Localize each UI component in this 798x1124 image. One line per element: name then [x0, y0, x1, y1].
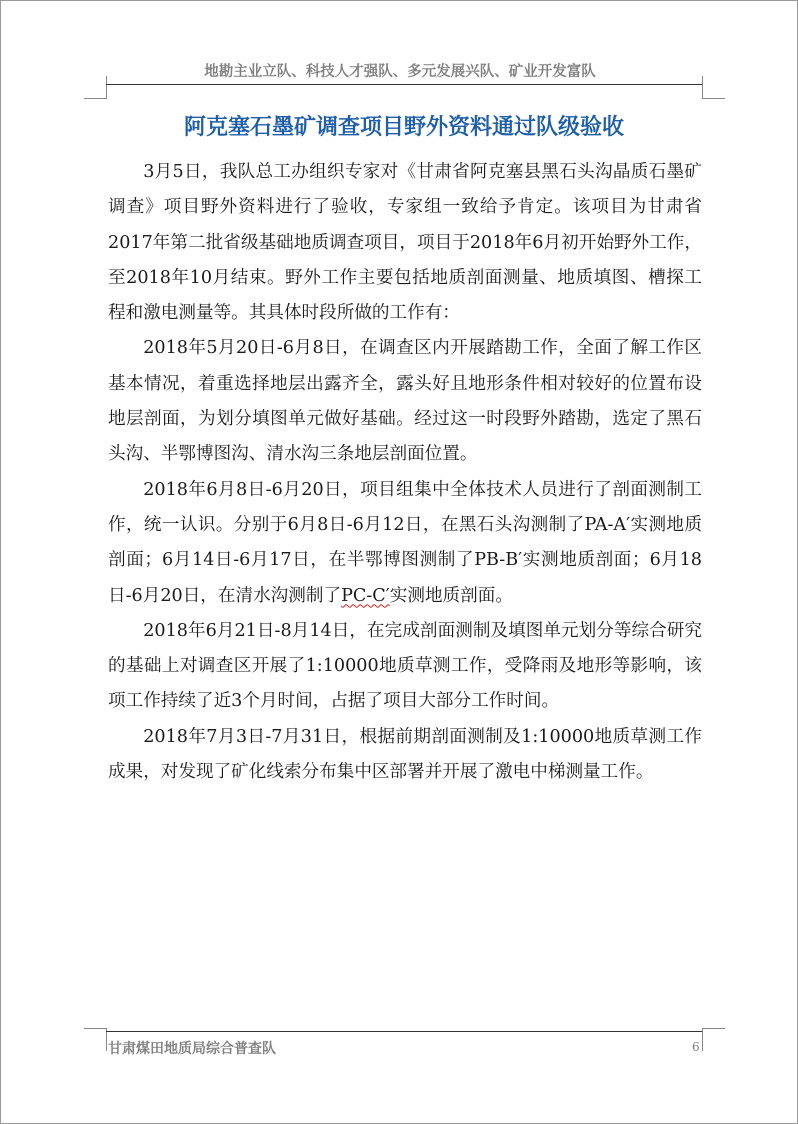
crop-mark-bottom-left [84, 1028, 107, 1051]
paragraph-4: 2018年6月21日-8月14日，在完成剖面测制及填图单元划分等综合研究的基础上对调查区开展了1:10000地质草测工作，受降雨及地形等影响，该项工作持续了近3个月时间，占据了项目大部分工作时间。 [108, 620, 702, 712]
paragraph-5: 2018年7月3日-7月31日，根据前期剖面测制及1:10000地质草测工作成果，对发现了矿化线索分布集中区部署并开展了激电中梯测量工作。 [108, 726, 702, 783]
crop-mark-top-left [84, 76, 107, 99]
crop-mark-top-right [702, 76, 725, 99]
footer-organization: 甘肃煤田地质局综合普查队 [108, 1041, 276, 1057]
crop-mark-bottom-right [702, 1028, 725, 1051]
footer-divider [106, 1031, 702, 1032]
document-body[interactable] [108, 155, 702, 790]
document-title: 阿克塞石墨矿调查项目野外资料通过队级验收 [183, 115, 624, 140]
page-number: 6 [692, 1040, 700, 1054]
spellcheck-flagged-text[interactable]: PC-C′ [341, 585, 390, 606]
paragraph-3-text-end: 实测地质剖面。 [389, 585, 513, 606]
header-divider [106, 84, 702, 85]
paragraph-3-text: 2018年6月8日-6月20日，项目组集中全体技术人员进行了剖面测制工作，统一认识。分别于6月8日-6月12日，在黑石头沟测制了PA-A′实测地质剖面；6月14日-6月17日，在半鄂博图测制了PB-B′实测地质剖面；6月18日-6月20日，在清水沟测制了 [108, 479, 702, 606]
paragraph-3 [108, 473, 702, 614]
page-header: 地勘主业立队、科技人才强队、多元发展兴队、矿业开发富队 [204, 63, 596, 80]
paragraph-1: 3月5日，我队总工办组织专家对《甘肃省阿克塞县黑石头沟晶质石墨矿调查》项目野外资料进行了验收，专家组一致给予肯定。该项目为甘肃省2017年第二批省级基础地质调查项目，项目于2018年6月初开始野外工作，至2018年10月结束。野外工作主要包括地质剖面测量、地质填图、槽探工程和激电测量等。其具体时段所做的工作有： [108, 162, 702, 324]
paragraph-2: 2018年5月20日-6月8日，在调查区内开展踏勘工作，全面了解工作区基本情况，着重选择地层出露齐全，露头好且地形条件相对较好的位置布设地层剖面，为划分填图单元做好基础。经过这一时段野外踏勘，选定了黑石头沟、半鄂博图沟、清水沟三条地层剖面位置。 [108, 338, 702, 465]
